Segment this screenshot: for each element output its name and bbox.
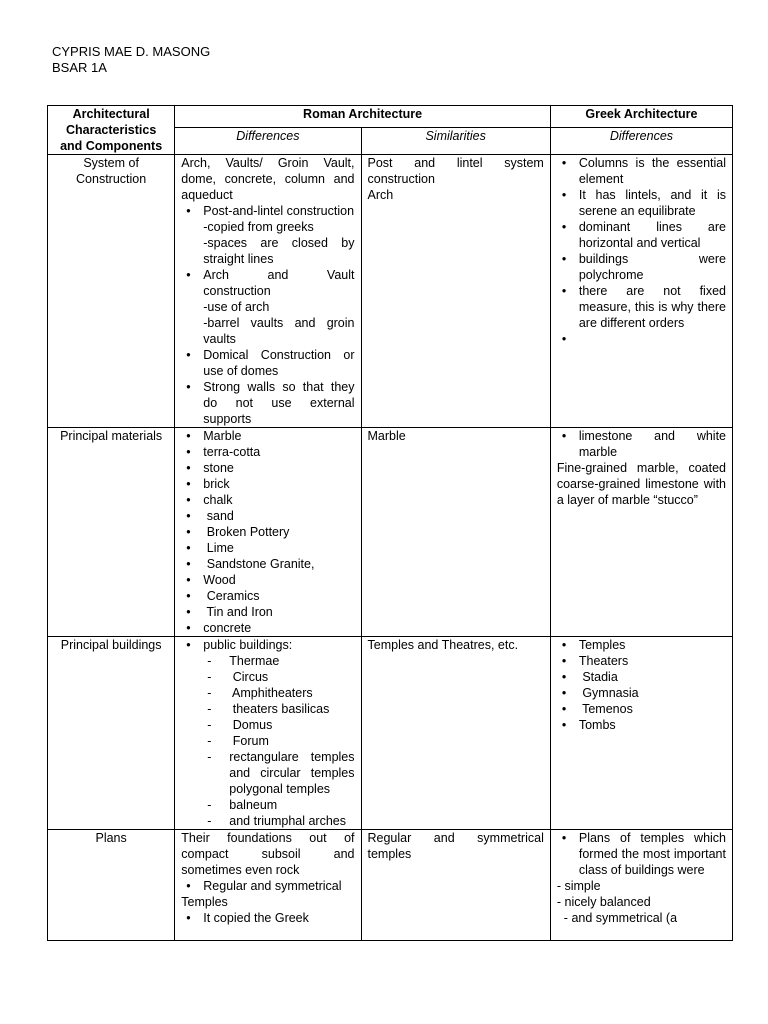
- list-item: • Lime: [203, 540, 354, 556]
- cell-text: Arch: [367, 188, 394, 202]
- bullet-list: [181, 203, 354, 427]
- similarities-cell: [361, 830, 550, 941]
- column-header-roman: Roman Architecture: [175, 106, 551, 128]
- row-label: System of Construction: [48, 155, 175, 428]
- bullet-list: [557, 637, 726, 733]
- list-item: • Arch and Vault construction -use of arch -barrel vaults and groin vaults: [203, 267, 354, 347]
- similarities-cell: [361, 637, 550, 830]
- document-header: [52, 44, 210, 76]
- cell-text: Temples: [181, 895, 228, 909]
- list-item: • chalk: [203, 492, 354, 508]
- list-item: • Domical Construction or use of domes: [203, 347, 354, 379]
- table-row: [48, 428, 733, 637]
- list-item: • It has lintels, and it is serene an equilibrate: [579, 187, 726, 219]
- list-item: - rectangulare temples and circular temples polygonal temples: [229, 749, 354, 797]
- list-item: • Sandstone Granite,: [203, 556, 354, 572]
- student-name: CYPRIS MAE D. MASONG: [52, 44, 211, 59]
- table-row: [48, 637, 733, 830]
- list-item: - and triumphal arches: [229, 813, 354, 829]
- list-item: • Theaters: [579, 653, 726, 669]
- column-header-characteristics: Architectural Characteristics and Components: [48, 106, 175, 155]
- table-row: [48, 155, 733, 428]
- list-item: • Tin and Iron: [203, 604, 354, 620]
- row-label: Plans: [48, 830, 175, 941]
- similarities-cell: [361, 428, 550, 637]
- list-item: • limestone and white marble: [579, 428, 726, 460]
- list-item: - Domus: [229, 717, 354, 733]
- table-row: [48, 830, 733, 941]
- row-label: Principal buildings: [48, 637, 175, 830]
- list-item: • Temenos: [579, 701, 726, 717]
- list-item: • Temples: [579, 637, 726, 653]
- roman-differences-cell: [175, 830, 361, 941]
- list-item: • Wood: [203, 572, 354, 588]
- list-item: • Tombs: [579, 717, 726, 733]
- list-item: • Plans of temples which formed the most important class of buildings were: [579, 830, 726, 878]
- list-item: • buildings were polychrome: [579, 251, 726, 283]
- bullet-list: [181, 637, 354, 829]
- list-item: • Post-and-lintel construction -copied from greeks -spaces are closed by straight lines: [203, 203, 354, 267]
- list-item: - theaters basilicas: [229, 701, 354, 717]
- list-item: • It copied the Greek: [203, 910, 354, 926]
- bullet-list: [557, 830, 726, 878]
- list-item: • sand: [203, 508, 354, 524]
- cell-text: Arch, Vaults/ Groin Vault, dome, concrete, column and aqueduct: [181, 156, 355, 202]
- greek-differences-cell: [550, 637, 732, 830]
- list-item: [579, 331, 726, 347]
- comparison-table: [47, 105, 733, 941]
- cell-text: - and symmetrical (a: [556, 911, 678, 925]
- cell-text: Their foundations out of compact subsoil and sometimes even rock: [181, 831, 355, 877]
- greek-differences-cell: [550, 155, 732, 428]
- list-item: • stone: [203, 460, 354, 476]
- cell-text: Post and lintel system construction: [367, 156, 544, 186]
- list-item: - balneum: [229, 797, 354, 813]
- list-item: • Marble: [203, 428, 354, 444]
- list-item: • dominant lines are horizontal and vertical: [579, 219, 726, 251]
- list-item: • Strong walls so that they do not use external supports: [203, 379, 354, 427]
- cell-text: - nicely balanced: [556, 895, 651, 909]
- list-item: • Broken Pottery: [203, 524, 354, 540]
- cell-text: - simple: [556, 879, 601, 893]
- subheader-differences: Differences: [175, 128, 361, 155]
- list-item: • public buildings: - Thermae - Circus - Amphitheaters - theaters basilicas - Domus - Forum - rectangulare temples and circular temples polygonal temples - balneum - and triumphal arches: [203, 637, 354, 829]
- list-item: • terra-cotta: [203, 444, 354, 460]
- subheader-greek-differences: Differences: [550, 128, 732, 155]
- list-item: - Forum: [229, 733, 354, 749]
- bullet-list: [181, 910, 354, 926]
- roman-differences-cell: [175, 155, 361, 428]
- bullet-list: [557, 155, 726, 347]
- greek-differences-cell: [550, 830, 732, 941]
- roman-differences-cell: [175, 428, 361, 637]
- roman-differences-cell: [175, 637, 361, 830]
- list-item: • Ceramics: [203, 588, 354, 604]
- list-item: • Columns is the essential element: [579, 155, 726, 187]
- dash-list: [203, 653, 354, 829]
- greek-differences-cell: [550, 428, 732, 637]
- similarities-cell: [361, 155, 550, 428]
- list-item: - Circus: [229, 669, 354, 685]
- table-header-row: [48, 106, 733, 128]
- cell-text: Marble: [367, 429, 406, 443]
- list-item: • Gymnasia: [579, 685, 726, 701]
- list-item: • Regular and symmetrical: [203, 878, 354, 894]
- subheader-similarities: Similarities: [361, 128, 550, 155]
- cell-text: Fine-grained marble, coated coarse-grained limestone with a layer of marble “stucco”: [556, 461, 726, 507]
- cell-text: Regular and symmetrical temples: [367, 831, 544, 861]
- cell-text: Temples and Theatres, etc.: [367, 638, 519, 652]
- list-item: - Amphitheaters: [229, 685, 354, 701]
- list-item: - Thermae: [229, 653, 354, 669]
- bullet-list: [557, 428, 726, 460]
- list-item: • brick: [203, 476, 354, 492]
- student-course: BSAR 1A: [52, 60, 107, 75]
- bullet-list: [181, 428, 354, 636]
- row-label: Principal materials: [48, 428, 175, 637]
- list-item: • Stadia: [579, 669, 726, 685]
- bullet-list: [181, 878, 354, 894]
- list-item: • concrete: [203, 620, 354, 636]
- column-header-greek: Greek Architecture: [550, 106, 732, 128]
- list-item: • there are not fixed measure, this is why there are different orders: [579, 283, 726, 331]
